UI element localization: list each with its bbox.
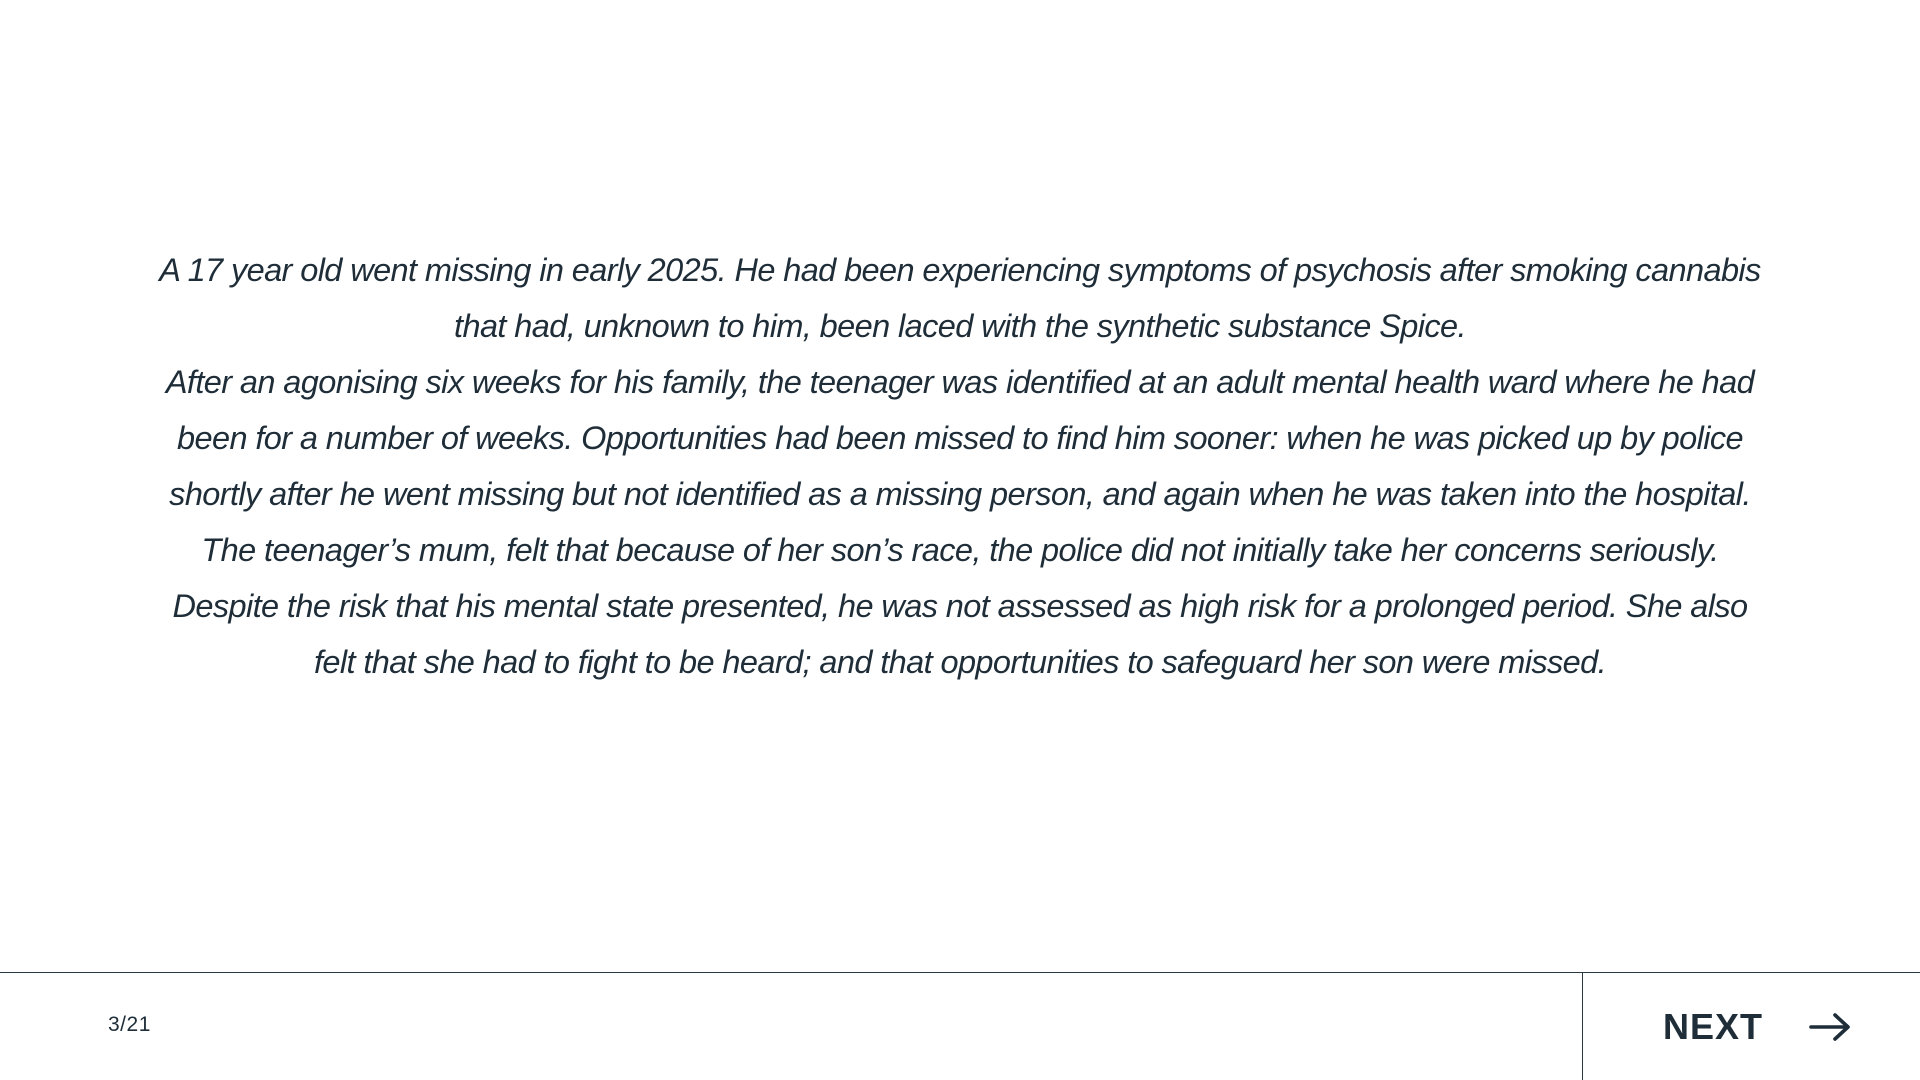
story-paragraph: A 17 year old went missing in early 2025. He had been experiencing symptoms of psychosis after smoking cannabis that had, unknown to him, been laced with the synthetic substance Spice. — [159, 252, 1761, 344]
story-paragraph: After an agonising six weeks for his family, the teenager was identified at an adult mental health ward where he had been for a number of weeks. Opportunities had been missed to find him sooner: when he was picked up by police shortly after he went missing but not identified as a missing person, and again when he was taken into the hospital. — [165, 364, 1755, 512]
next-button-label: NEXT — [1663, 1006, 1764, 1047]
arrow-right-icon — [1809, 1012, 1851, 1042]
story-paragraph: The teenager’s mum, felt that because of her son’s race, the police did not initially take her concerns seriously. Despite the risk that his mental state presented, he was not assessed as high risk for a prolonged period. She also felt that she had to fight to be heard; and that opportunities to safeguard her son were missed. — [172, 532, 1748, 680]
story-text — [150, 242, 1770, 690]
footer-bar — [0, 972, 1920, 1080]
slide-progress: 3/21 — [108, 1013, 151, 1036]
next-button[interactable] — [1582, 973, 1920, 1080]
